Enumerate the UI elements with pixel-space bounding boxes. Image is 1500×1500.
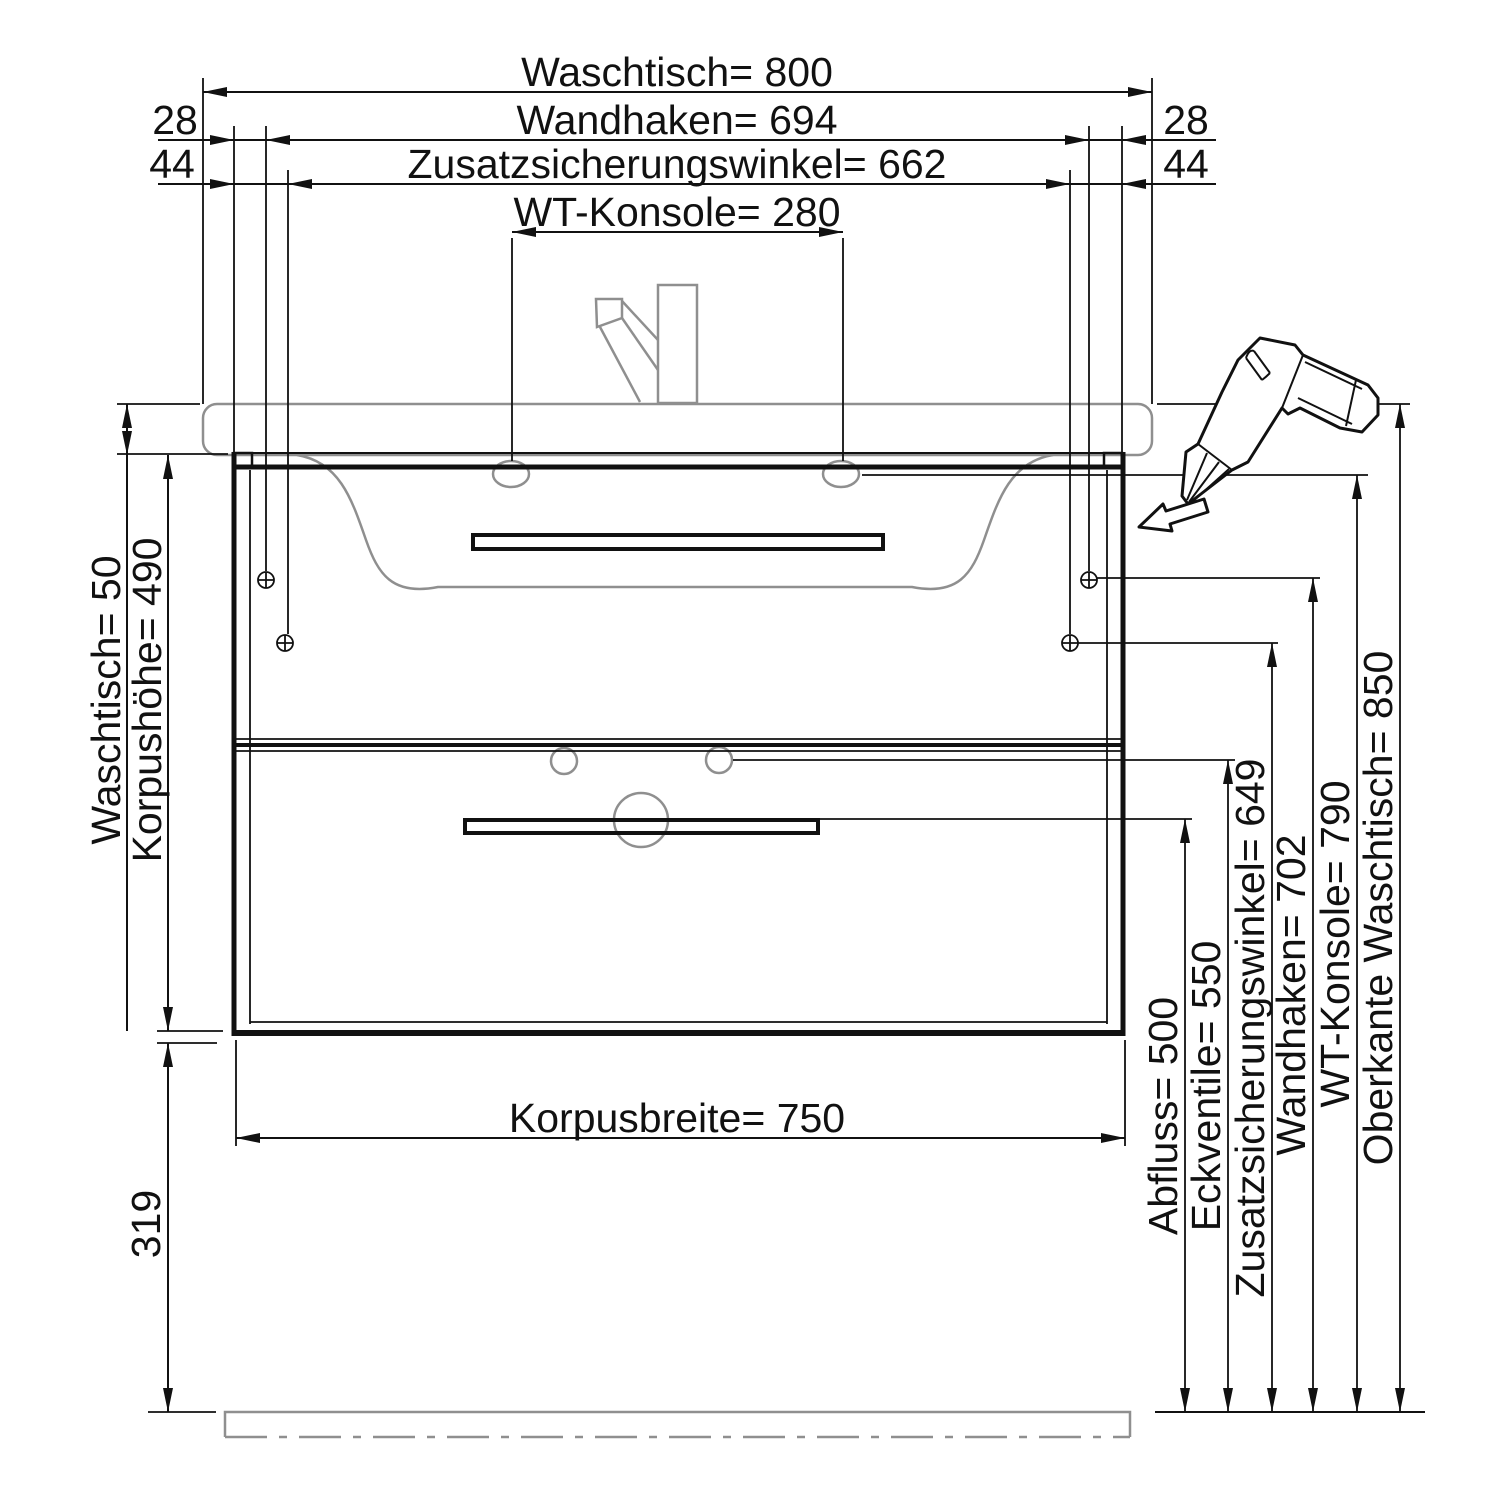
dimension-labels <box>83 49 1401 1298</box>
label-zusatzwinkel-hoehe: Zusatzsicherungswinkel= 649 <box>1227 758 1273 1298</box>
label-wt-konsole-breite: WT-Konsole= 280 <box>513 189 841 235</box>
label-abfluss: Abfluss= 500 <box>1140 996 1186 1236</box>
label-offset-28-right: 28 <box>1163 97 1209 143</box>
label-wt-konsole-hoehe: WT-Konsole= 790 <box>1312 780 1358 1108</box>
label-offset-44-left: 44 <box>149 141 195 187</box>
label-wandhaken-hoehe: Wandhaken= 702 <box>1268 834 1314 1156</box>
drawer-handle-top <box>473 535 883 549</box>
glue-gun-icon <box>1182 338 1378 504</box>
drawer-handle-bottom <box>465 820 818 833</box>
label-waschtisch-breite: Waschtisch= 800 <box>521 49 833 95</box>
direction-arrow-icon <box>1139 499 1208 531</box>
floor-plinth <box>225 1412 1130 1437</box>
faucet-icon <box>596 285 697 403</box>
safety-bracket-marker-left <box>277 635 293 651</box>
wall-hook-marker-left <box>258 572 274 588</box>
label-offset-28-left: 28 <box>152 97 198 143</box>
label-zusatzwinkel-breite: Zusatzsicherungswinkel= 662 <box>407 141 947 187</box>
safety-bracket-marker-right <box>1062 635 1078 651</box>
washbasin-outline <box>203 404 1152 589</box>
label-bodenabstand: 319 <box>123 1189 169 1259</box>
label-oberkante-waschtisch: Oberkante Waschtisch= 850 <box>1355 650 1401 1166</box>
label-korpusbreite: Korpusbreite= 750 <box>508 1095 846 1141</box>
label-offset-44-right: 44 <box>1163 141 1209 187</box>
label-wandhaken-breite: Wandhaken= 694 <box>516 97 838 143</box>
wall-hook-marker-right <box>1081 572 1097 588</box>
label-eckventile: Eckventile= 550 <box>1183 940 1229 1232</box>
label-korpushoehe: Korpushöhe= 490 <box>124 537 170 863</box>
label-waschtisch-hoehe: Waschtisch= 50 <box>83 555 129 845</box>
